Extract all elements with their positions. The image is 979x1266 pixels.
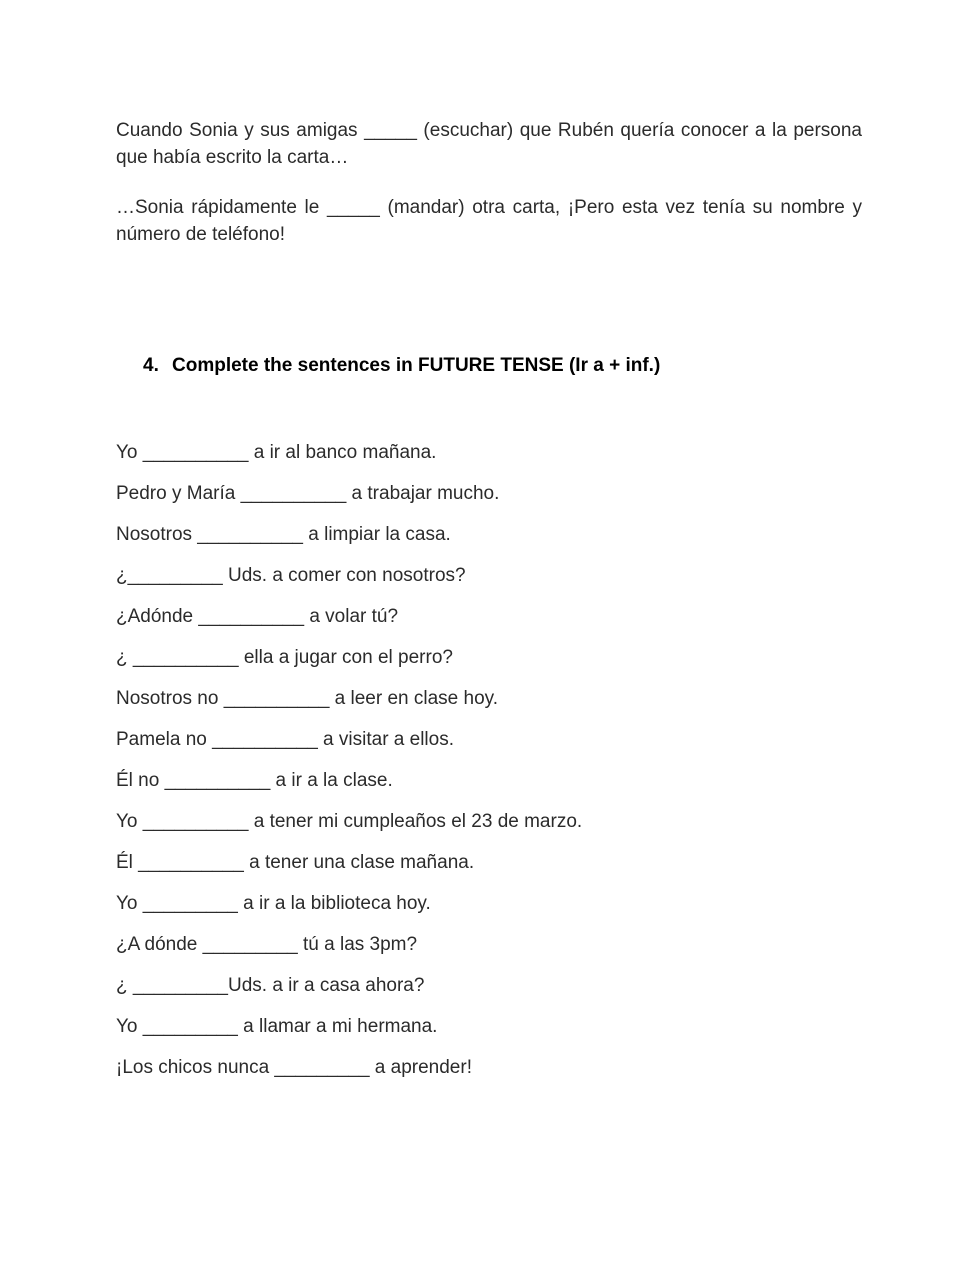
story-paragraph-1: Cuando Sonia y sus amigas _____ (escuchar) que Rubén quería conocer a la persona que había escrito la carta… xyxy=(116,120,862,168)
sentence-item: ¿ __________ ella a jugar con el perro? xyxy=(116,647,453,668)
sentence-item: ¿Adónde __________ a volar tú? xyxy=(116,606,399,627)
sentence-item: Pedro y María __________ a trabajar mucho. xyxy=(116,483,500,504)
sentence-item: Él __________ a tener una clase mañana. xyxy=(116,852,475,873)
sentence-item: Él no __________ a ir a la clase. xyxy=(116,770,393,791)
sentence-item: Nosotros __________ a limpiar la casa. xyxy=(116,524,451,545)
section-heading xyxy=(143,355,660,377)
sentence-item: ¿_________ Uds. a comer con nosotros? xyxy=(116,565,466,586)
sentence-item: ¿A dónde _________ tú a las 3pm? xyxy=(116,934,418,955)
sentence-item: Yo _________ a llamar a mi hermana. xyxy=(116,1016,438,1037)
sentence-list xyxy=(116,440,582,1096)
section-title: Complete the sentences in FUTURE TENSE (Ir a + inf.) xyxy=(172,355,661,376)
sentence-item: ¡Los chicos nunca _________ a aprender! xyxy=(116,1057,472,1078)
sentence-item: Yo __________ a tener mi cumpleaños el 23 de marzo. xyxy=(116,811,583,832)
section-number: 4. xyxy=(143,355,159,376)
sentence-item: Yo _________ a ir a la biblioteca hoy. xyxy=(116,893,431,914)
sentence-item: ¿ _________Uds. a ir a casa ahora? xyxy=(116,975,425,996)
sentence-item: Yo __________ a ir al banco mañana. xyxy=(116,442,437,463)
sentence-item: Nosotros no __________ a leer en clase hoy. xyxy=(116,688,499,709)
sentence-item: Pamela no __________ a visitar a ellos. xyxy=(116,729,455,750)
story-paragraph-2: …Sonia rápidamente le _____ (mandar) otra carta, ¡Pero esta vez tenía su nombre y número de teléfono! xyxy=(116,197,862,245)
